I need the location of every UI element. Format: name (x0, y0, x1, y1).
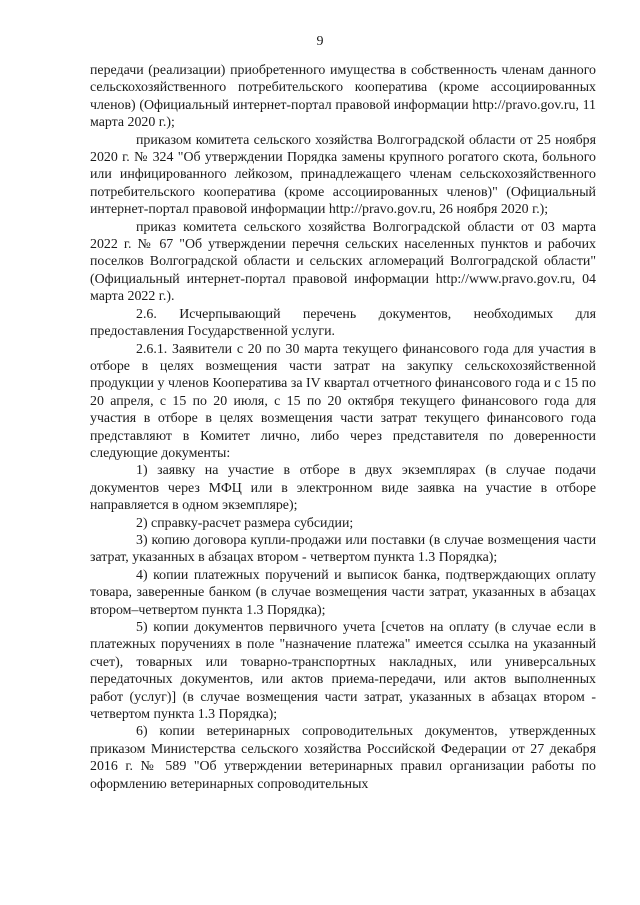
paragraph-continuation: передачи (реализации) приобретенного имущества в собственность членам данного сельскохозяйственного потребительского кооператива (кроме ассоциированных членов) (Официальный интернет-портал правовой информации http://pravo.gov.ru, 11 марта 2020 г.); (90, 63, 596, 131)
document-body (90, 62, 596, 793)
paragraph-order-324: приказом комитета сельского хозяйства Волгоградской области от 25 ноября 2020 г. № 324 "Об утверждении Порядка замены крупного рогатого скота, больного или инфицированного лейкозом, принадлежащего членам сельскохозяйственного потребительского кооператива (кроме ассоциированных членов)" (Официальный интернет-портал правовой информации http://pravo.gov.ru, 26 ноября 2020 г.); (90, 132, 596, 218)
list-item-6: 6) копии ветеринарных сопроводительных документов, утвержденных приказом Министерства сельского хозяйства Российской Федерации от 27 декабря 2016 г. № 589 "Об утверждении ветеринарных правил организации работы по оформлению ветеринарных сопроводительных (90, 724, 596, 792)
list-item-1: 1) заявку на участие в отборе в двух экземплярах (в случае подачи документов через МФЦ или в электронном виде заявка на участие в отборе направляется в одном экземпляре); (90, 463, 596, 514)
paragraph-order-67: приказ комитета сельского хозяйства Волгоградской области от 03 марта 2022 г. № 67 "Об утверждении перечня сельских населенных пунктов и рабочих поселков Волгоградской области и сельских агломераций Волгоградской области" (Официальный интернет-портал правовой информации http://www.pravo.gov.ru, 04 марта 2022 г.). (90, 219, 596, 305)
section-2-6-1: 2.6.1. Заявители с 20 по 30 марта текущего финансового года для участия в отборе в целях возмещения части затрат на закупку сельскохозяйственной продукции у членов Кооператива за IV квартал отчетного финансового года и с 15 по 20 апреля, с 15 по 20 июля, с 15 по 20 октября текущего финансового года для участия в отборе в целях возмещения части затрат текущего финансового года представляют в Комитет лично, либо через представителя по доверенности следующие документы: (90, 341, 596, 461)
list-item-2: 2) справку-расчет размера субсидии; (136, 515, 354, 531)
list-item-3: 3) копию договора купли-продажи или поставки (в случае возмещения части затрат, указанных в абзацах втором - четвертом пункта 1.3 Порядка); (90, 532, 596, 566)
list-item-5: 5) копии документов первичного учета [счетов на оплату (в случае если в платежных поручениях в поле "назначение платежа" имеется ссылка на указанный счет), товарных или товарно-транспортных накладных, или универсальных передаточных документов, или актов приема-передачи, или актов выполненных работ (услуг)] (в случае возмещения части затрат, указанных в абзацах втором - четвертом пункта 1.3 Порядка); (90, 620, 596, 723)
section-2-6-heading: 2.6. Исчерпывающий перечень документов, необходимых для предоставления Государственной услуги. (90, 306, 596, 340)
list-item-4: 4) копии платежных поручений и выписок банка, подтверждающих оплату товара, заверенные банком (в случае возмещения части затрат, указанных в абзацах втором–четвертом пункта 1.3 Порядка); (90, 567, 596, 618)
page-number: 9 (316, 34, 324, 49)
